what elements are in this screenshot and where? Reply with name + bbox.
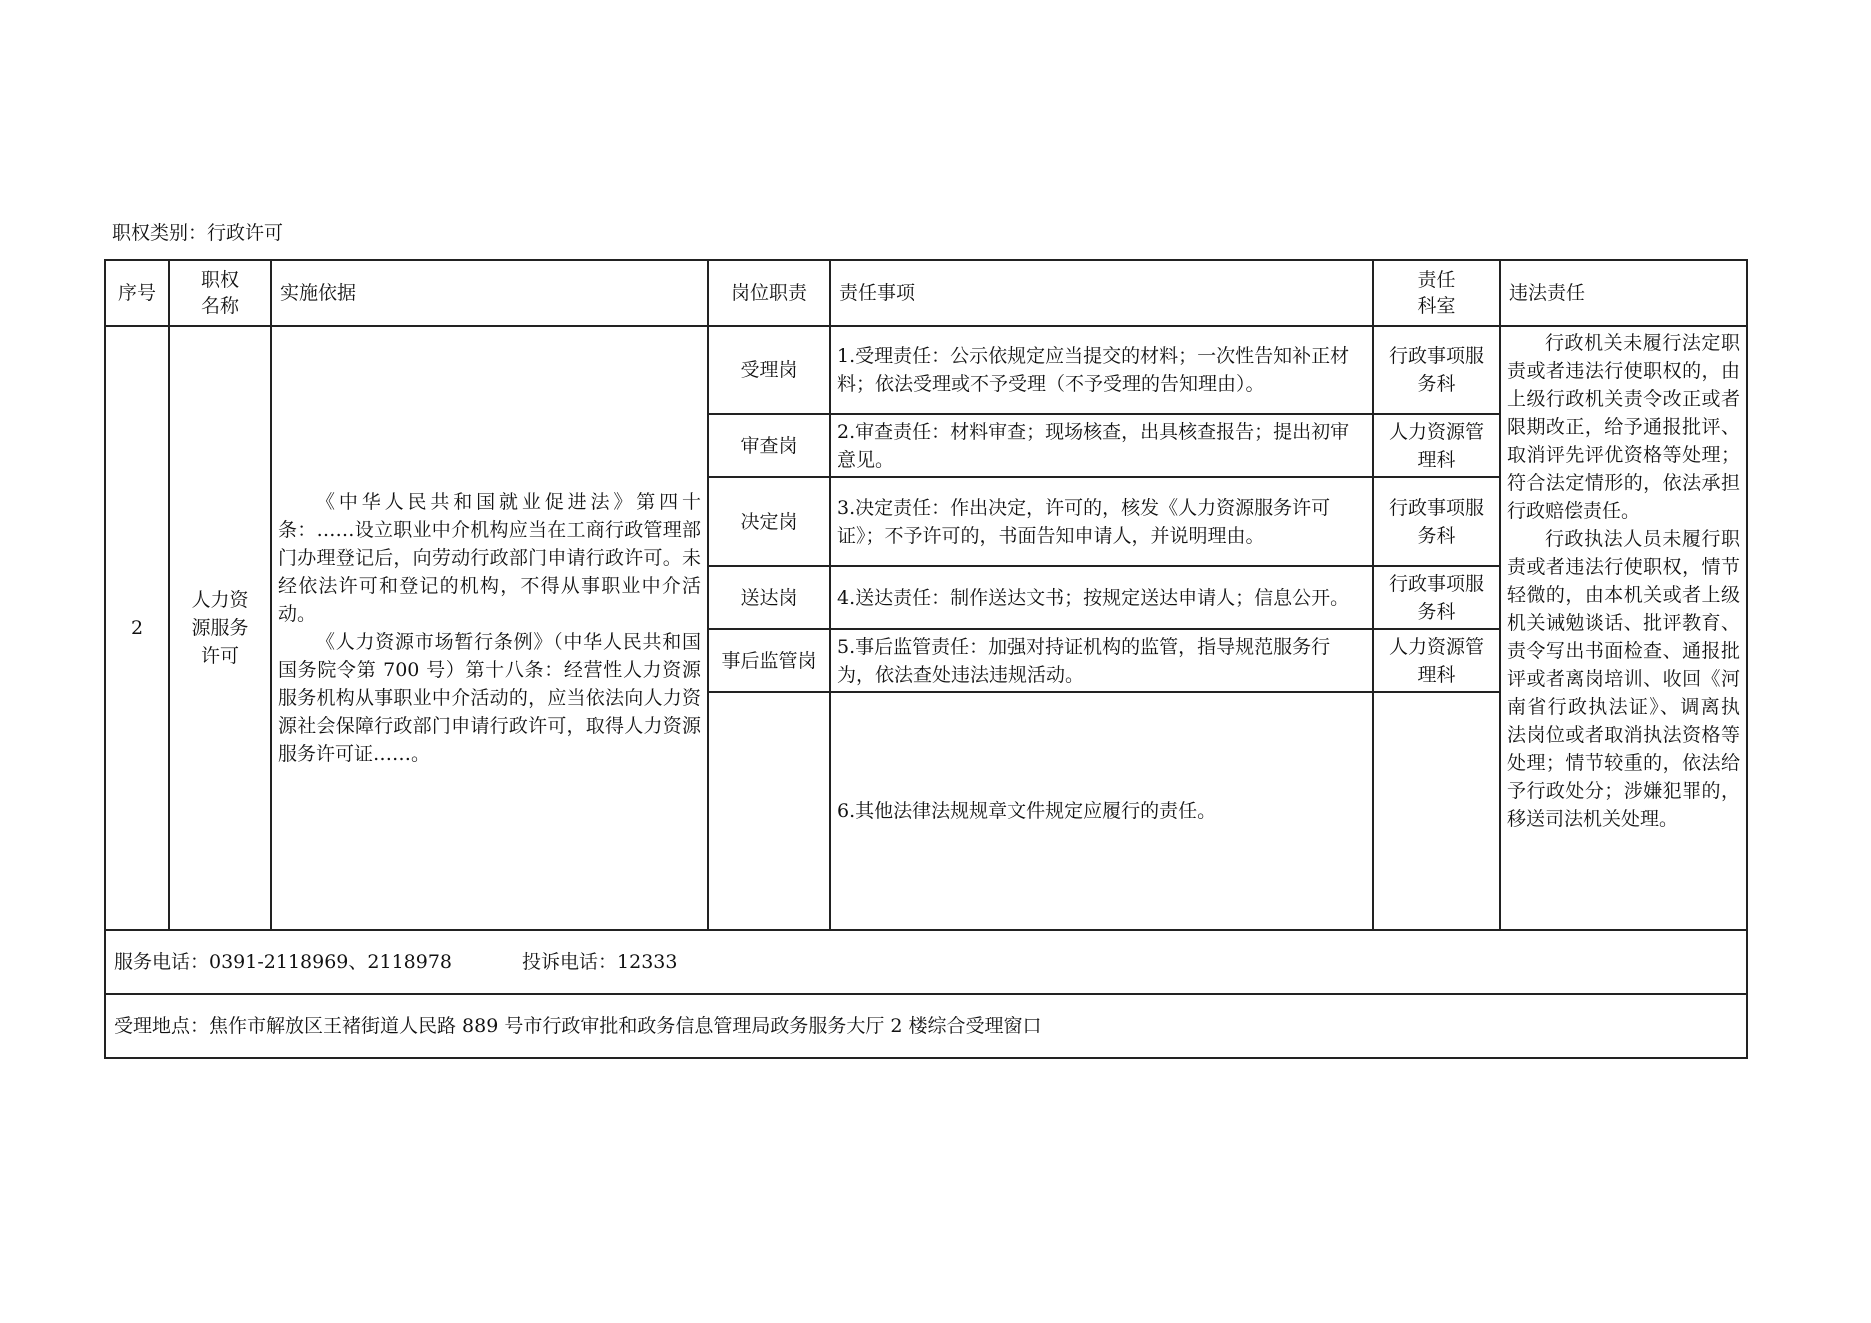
post-accept: 受理岗 [708,326,830,414]
post-supervise: 事后监管岗 [708,629,830,692]
header-dept-text: 责任 科室 [1417,269,1456,317]
liability-paragraph-1: 行政机关未履行法定职责或者违法行使职权的，由上级行政机关责令改正或者限期改正，给予通报批评、取消评先评优资格等处理；符合法定情形的，依法承担行政赔偿责任。 [1507,332,1740,522]
header-seq: 序号 [105,260,169,326]
post-decide: 决定岗 [708,477,830,566]
basis-paragraph-1: 《中华人民共和国就业促进法》第四十条：……设立职业中介机构应当在工商行政管理部门办理登记后，向劳动行政部门申请行政许可。未经依法许可和登记的机构，不得从事职业中介活动。 [278,491,701,625]
dept-supervise [1373,629,1500,692]
header-dept [1373,260,1500,326]
header-power-name-text: 职权 名称 [200,269,239,317]
row-liability [1500,326,1747,930]
header-row [105,260,1747,326]
header-duty: 责任事项 [830,260,1373,326]
basis-paragraph-2: 《人力资源市场暂行条例》（中华人民共和国国务院令第 700 号）第十八条：经营性人力资源服务机构从事职业中介活动的，应当依法向人力资源社会保障行政部门申请行政许可，取得人力资源服务许可证……。 [278,631,701,765]
service-phone: 服务电话：0391-2118969、2118978 [114,951,453,973]
dept-decide [1373,477,1500,566]
dept-review [1373,414,1500,477]
header-post: 岗位职责 [708,260,830,326]
row-seq: 2 [105,326,169,930]
duty-decide: 3.决定责任：作出决定，许可的，核发《人力资源服务许可证》；不予许可的，书面告知申请人，并说明理由。 [830,477,1373,566]
dept-decide-text: 行政事项服 务科 [1388,496,1484,547]
table-row [105,326,1747,414]
dept-deliver-text: 行政事项服 务科 [1388,572,1484,623]
duty-review: 2.审查责任：材料审查；现场核查，出具核查报告；提出初审意见。 [830,414,1373,477]
duty-supervise: 5.事后监管责任：加强对持证机构的监管，指导规范服务行为，依法查处违法违规活动。 [830,629,1373,692]
duty-deliver: 4.送达责任：制作送达文书；按规定送达申请人；信息公开。 [830,566,1373,629]
footer-phones [105,930,1747,994]
service-address: 受理地点：焦作市解放区王褚街道人民路 889 号市行政审批和政务信息管理局政务服务大厅 2 楼综合受理窗口 [105,994,1747,1058]
dept-supervise-text: 人力资源管 理科 [1388,635,1484,686]
post-review: 审查岗 [708,414,830,477]
complaint-phone: 投诉电话：12333 [522,951,678,973]
liability-paragraph-2: 行政执法人员未履行职责或者违法行使职权，情节轻微的，由本机关或者上级机关诫勉谈话、批评教育、责令写出书面检查、通报批评或者离岗培训、收回《河南省行政执法证》、调离执法岗位或者取消执法资格等处理；情节较重的，依法给予行政处分；涉嫌犯罪的，移送司法机关处理。 [1507,528,1740,830]
header-power-name [169,260,271,326]
header-liability: 违法责任 [1500,260,1747,326]
post-deliver: 送达岗 [708,566,830,629]
footer-phone-row [105,930,1747,994]
row-basis [271,326,708,930]
dept-deliver [1373,566,1500,629]
duty-other: 6.其他法律法规规章文件规定应履行的责任。 [830,692,1373,930]
dept-other [1373,692,1500,930]
header-basis: 实施依据 [271,260,708,326]
footer-address-row [105,994,1747,1058]
dept-accept-text: 行政事项服 务科 [1388,345,1484,395]
power-name-text: 人力资 源服务 许可 [191,589,249,667]
dept-accept [1373,326,1500,414]
duty-accept: 1.受理责任：公示依规定应当提交的材料；一次性告知补正材料；依法受理或不予受理（不予受理的告知理由）。 [830,326,1373,414]
row-power-name [169,326,271,930]
power-category: 职权类别：行政许可 [112,222,284,244]
dept-review-text: 人力资源管 理科 [1388,420,1484,471]
post-other [708,692,830,930]
duty-table [104,259,1748,1059]
